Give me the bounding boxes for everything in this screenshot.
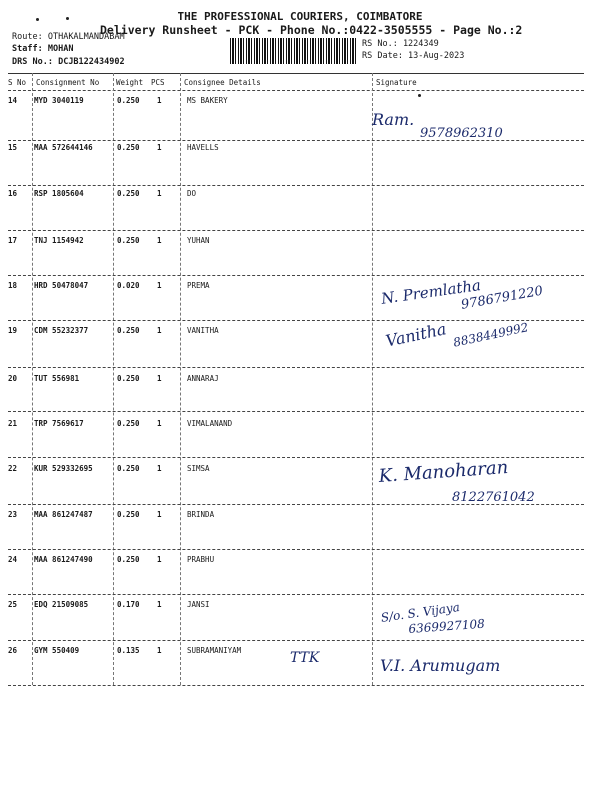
row-sno: 20 bbox=[8, 374, 18, 383]
row-consignment: MYD 3040119 bbox=[34, 96, 84, 105]
row-weight: 0.250 bbox=[117, 189, 140, 198]
row-sno: 24 bbox=[8, 555, 18, 564]
row-sno: 19 bbox=[8, 326, 18, 335]
row-pcs: 1 bbox=[157, 600, 162, 609]
row-sno: 15 bbox=[8, 143, 18, 152]
row-consignee: PRABHU bbox=[187, 555, 215, 564]
row-weight: 0.250 bbox=[117, 96, 140, 105]
row-rule bbox=[8, 549, 584, 550]
company-title: THE PROFESSIONAL COURIERS, COIMBATORE bbox=[177, 10, 423, 23]
row-rule bbox=[8, 275, 584, 276]
col-header-signature: Signature bbox=[376, 78, 417, 87]
table-bottom-rule bbox=[8, 685, 584, 686]
signature-14: Ram. bbox=[372, 110, 415, 129]
signature-25: S/o. S. Vijaya bbox=[380, 599, 461, 625]
row-consignment: TRP 7569617 bbox=[34, 419, 84, 428]
scan-speck bbox=[418, 94, 421, 97]
phone-18: 9786791220 bbox=[460, 283, 545, 313]
row-rule bbox=[8, 594, 584, 595]
signature-19: Vanitha bbox=[384, 319, 448, 351]
col-header-weight: Weight bbox=[116, 78, 144, 87]
row-pcs: 1 bbox=[157, 419, 162, 428]
row-consignment: EDQ 21509085 bbox=[34, 600, 89, 609]
row-pcs: 1 bbox=[157, 143, 162, 152]
staff-label: Staff: bbox=[12, 44, 43, 54]
row-sno: 16 bbox=[8, 189, 18, 198]
row-rule bbox=[8, 411, 584, 412]
route-label: Route: bbox=[12, 32, 43, 42]
row-rule bbox=[8, 230, 584, 231]
route-value: OTHAKALMANDABAM bbox=[47, 32, 125, 42]
row-rule bbox=[8, 185, 584, 186]
row-weight: 0.170 bbox=[117, 600, 140, 609]
phone-22: 8122761042 bbox=[452, 490, 535, 505]
row-weight: 0.135 bbox=[117, 646, 140, 655]
row-weight: 0.020 bbox=[117, 281, 140, 290]
row-pcs: 1 bbox=[157, 189, 162, 198]
signature-26: V.I. Arumugam bbox=[380, 656, 501, 675]
row-weight: 0.250 bbox=[117, 555, 140, 564]
drs-label: DRS No.: bbox=[12, 57, 53, 67]
header-rule bbox=[8, 90, 584, 91]
runsheet-subtitle: Delivery Runsheet - PCK - Phone No.:0422-3505555 - Page No.:2 bbox=[100, 23, 523, 37]
row-sno: 25 bbox=[8, 600, 18, 609]
row-sno: 21 bbox=[8, 419, 18, 428]
col-header-sno: S No bbox=[8, 78, 27, 87]
row-weight: 0.250 bbox=[117, 464, 140, 473]
row-sno: 26 bbox=[8, 646, 18, 655]
row-pcs: 1 bbox=[157, 646, 162, 655]
row-consignee: ANNARAJ bbox=[187, 374, 219, 383]
row-consignee: BRINDA bbox=[187, 510, 215, 519]
table-top-rule bbox=[8, 73, 584, 74]
row-consignee: DO bbox=[187, 189, 197, 198]
signature-18: N. Premlatha bbox=[380, 276, 482, 308]
row-consignee: SIMSA bbox=[187, 464, 210, 473]
staff-value: MOHAN bbox=[47, 44, 74, 54]
row-consignment: KUR 529332695 bbox=[34, 464, 93, 473]
drs-line bbox=[12, 57, 125, 67]
phone-25: 6369927108 bbox=[408, 616, 486, 636]
row-consignee: HAVELLS bbox=[187, 143, 219, 152]
row-consignment: MAA 861247490 bbox=[34, 555, 93, 564]
row-sno: 18 bbox=[8, 281, 18, 290]
col-header-consignment: Consignment No bbox=[36, 78, 100, 87]
route-line bbox=[12, 32, 125, 42]
row-weight: 0.250 bbox=[117, 419, 140, 428]
row-pcs: 1 bbox=[157, 326, 162, 335]
phone-14: 9578962310 bbox=[420, 126, 503, 141]
row-pcs: 1 bbox=[157, 374, 162, 383]
row-weight: 0.250 bbox=[117, 374, 140, 383]
row-consignment: TNJ 1154942 bbox=[34, 236, 84, 245]
row-pcs: 1 bbox=[157, 96, 162, 105]
row-pcs: 1 bbox=[157, 281, 162, 290]
row-pcs: 1 bbox=[157, 510, 162, 519]
row-consignee: JANSI bbox=[187, 600, 210, 609]
row-consignee: VIMALANAND bbox=[187, 419, 233, 428]
row-consignment: HRD 50478047 bbox=[34, 281, 89, 290]
row-consignment: TUT 556981 bbox=[34, 374, 80, 383]
row-sno: 17 bbox=[8, 236, 18, 245]
phone-19: 8838449992 bbox=[452, 320, 530, 350]
col-header-consignee: Consignee Details bbox=[184, 78, 261, 87]
row-weight: 0.250 bbox=[117, 143, 140, 152]
rs-date: RS Date: 13-Aug-2023 bbox=[362, 51, 465, 61]
row-consignee: PREMA bbox=[187, 281, 210, 290]
staff-line bbox=[12, 44, 73, 54]
row-weight: 0.250 bbox=[117, 326, 140, 335]
row-consignment: RSP 1805604 bbox=[34, 189, 84, 198]
row-rule bbox=[8, 367, 584, 368]
row-consignment: MAA 861247487 bbox=[34, 510, 93, 519]
drs-value: DCJB122434902 bbox=[58, 57, 125, 67]
row-consignee: VANITHA bbox=[187, 326, 219, 335]
row-consignment: CDM 55232377 bbox=[34, 326, 89, 335]
row-pcs: 1 bbox=[157, 464, 162, 473]
row-pcs: 1 bbox=[157, 555, 162, 564]
initials-26: TTK bbox=[290, 650, 320, 666]
row-consignee: MS BAKERY bbox=[187, 96, 228, 105]
barcode bbox=[230, 38, 356, 64]
row-sno: 22 bbox=[8, 464, 18, 473]
rs-number: RS No.: 1224349 bbox=[362, 39, 439, 49]
row-consignment: GYM 550409 bbox=[34, 646, 80, 655]
col-header-pcs: PCS bbox=[151, 78, 165, 87]
row-rule bbox=[8, 640, 584, 641]
row-consignee: YUHAN bbox=[187, 236, 210, 245]
row-weight: 0.250 bbox=[117, 236, 140, 245]
scan-speck bbox=[36, 18, 39, 21]
scan-speck bbox=[66, 17, 69, 20]
row-consignment: MAA 572644146 bbox=[34, 143, 93, 152]
row-weight: 0.250 bbox=[117, 510, 140, 519]
row-rule bbox=[8, 320, 584, 321]
row-pcs: 1 bbox=[157, 236, 162, 245]
row-sno: 14 bbox=[8, 96, 18, 105]
row-consignee: SUBRAMANIYAM bbox=[187, 646, 242, 655]
row-sno: 23 bbox=[8, 510, 18, 519]
signature-22: K. Manoharan bbox=[378, 456, 509, 487]
rs-info bbox=[362, 38, 464, 62]
